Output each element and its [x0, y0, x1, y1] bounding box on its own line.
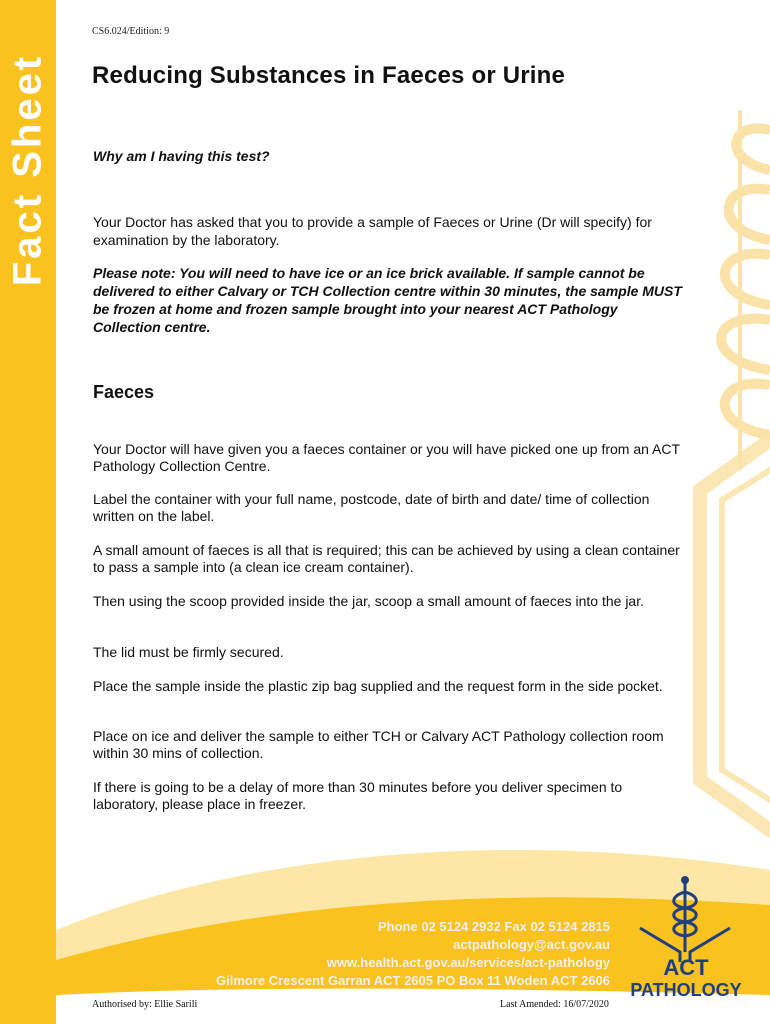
authorised-by: Authorised by: Ellie Sarili: [92, 999, 198, 1010]
fact-sheet-label: Fact Sheet: [5, 53, 50, 287]
faeces-paragraph: Label the container with your full name, postcode, date of birth and date/ time of collection written on the label.: [93, 491, 650, 524]
faeces-paragraph: Place on ice and deliver the sample to either TCH or Calvary ACT Pathology collection room within 30 mins of collection.: [93, 728, 664, 761]
contact-email: actpathology@act.gov.au: [453, 937, 610, 952]
contact-website: www.health.act.gov.au/services/act-pathology: [326, 955, 610, 970]
watermark-coil-graphic: [721, 110, 770, 470]
contact-address: Gilmore Crescent Garran ACT 2605 PO Box 11 Woden ACT 2606: [216, 973, 610, 988]
faeces-paragraph: Your Doctor will have given you a faeces container or you will have picked one up from an ACT Pathology Collection Centre.: [93, 441, 680, 474]
logo-text-pathology: PATHOLOGY: [630, 980, 742, 1000]
logo-text-act: ACT: [663, 955, 709, 980]
last-amended: Last Amended: 16/07/2020: [500, 999, 609, 1010]
contact-phone-fax: Phone 02 5124 2932 Fax 02 5124 2815: [377, 919, 610, 934]
document-code: CS6.024/Edition: 9: [92, 26, 170, 37]
watermark-staff-graphic: [700, 440, 770, 830]
faeces-paragraph: A small amount of faeces is all that is required; this can be achieved by using a clean container to pass a sample into (a clean ice cream container).: [93, 542, 680, 575]
fact-sheet-sidebar: [0, 0, 56, 1024]
faeces-paragraph: The lid must be firmly secured.: [93, 644, 284, 660]
intro-paragraph: Your Doctor has asked that you to provide a sample of Faeces or Urine (Dr will specify) for examination by the laboratory.: [93, 214, 652, 248]
faeces-heading: Faeces: [93, 382, 155, 402]
intro-question: Why am I having this test?: [93, 148, 270, 164]
page-title: Reducing Substances in Faeces or Urine: [92, 62, 566, 89]
faeces-paragraph: If there is going to be a delay of more than 30 minutes before you deliver specimen to laboratory, please place in freezer.: [93, 779, 623, 812]
important-note: Please note: You will need to have ice or an ice brick available. If sample cannot be delivered to either Calvary or TCH Collection centre within 30 minutes, the sample MUST be frozen at home and frozen sample brought into your nearest ACT Pathology Collection centre.: [93, 265, 682, 335]
faeces-paragraph: Place the sample inside the plastic zip bag supplied and the request form in the side pocket.: [93, 678, 663, 694]
faeces-paragraph: Then using the scoop provided inside the jar, scoop a small amount of faeces into the jar.: [93, 593, 644, 609]
